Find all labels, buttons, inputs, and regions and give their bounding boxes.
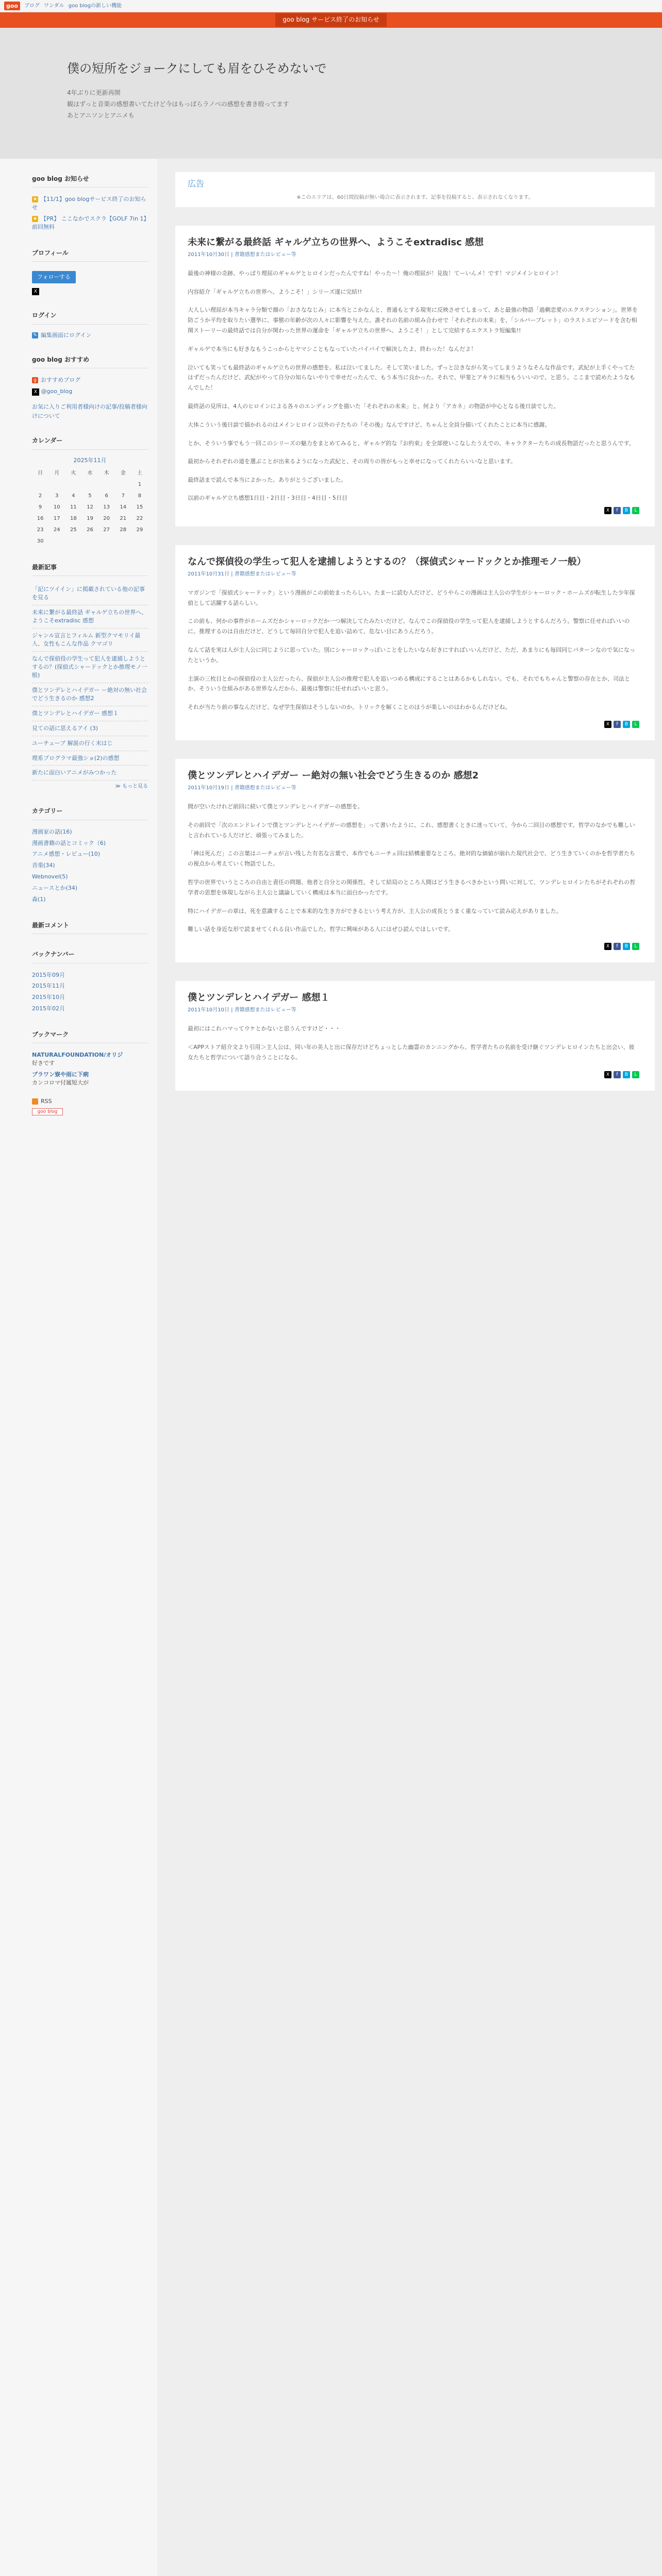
calendar-day: 23	[37, 527, 44, 533]
goo-logo[interactable]: goo	[4, 2, 20, 11]
post-paragraph: 主演の三枚目とかの探偵役の主人公だったら、探偵が主人公の推理で犯人を追いつめる構成にすることはあるかもしれない。でも、それでもちゃんと警察の存在とか、司法とか、そういう仕組みがある世界なんだから、最後は警察に任せればいいと思う。	[188, 675, 630, 692]
calendar-day: 26	[87, 527, 93, 533]
calendar-month: 2025年11月	[73, 456, 107, 464]
post-paragraph: 最終話まで読んで本当によかった。ありがとうございました。	[188, 477, 346, 484]
calendar-day: 5	[88, 493, 92, 499]
star-icon: ★	[32, 216, 38, 222]
calendar-day	[81, 479, 98, 490]
post-paragraph: それが当たり前の事なんだけど、なぜ学生探偵はそうしないのか。トリックを解くことのほうが楽しいのはわかるんだけどね。	[188, 704, 511, 711]
recommend-link[interactable]: おすすめブログ	[41, 377, 81, 384]
share-buttons	[188, 721, 639, 728]
notice-item[interactable]	[32, 213, 148, 233]
calendar-weekday: 水	[87, 470, 93, 477]
calendar-weekday: 月	[54, 470, 60, 477]
category-item[interactable]	[32, 860, 148, 871]
x-icon[interactable]: X	[32, 288, 39, 295]
calendar-day	[65, 479, 81, 490]
calendar-day: 16	[37, 516, 44, 522]
calendar-day: 12	[87, 504, 93, 511]
hatena-share-icon[interactable]: B	[623, 507, 630, 514]
recent-item-link[interactable]: なんで探偵役の学生って犯人を逮捕しようとするの？(探偵式シャードックとか推理モノ一般)	[32, 655, 147, 679]
calendar-day	[48, 536, 65, 547]
topbar-link[interactable]: ブログ	[24, 3, 40, 9]
recommend-heading: goo blog おすすめ	[32, 355, 148, 368]
recommend-link[interactable]: @goo_blog	[41, 388, 73, 395]
notice-link[interactable]: 【PR】 ここなかでスクラ【GOLF 7in 1】前回無料	[32, 215, 146, 230]
calendar-day: 9	[38, 504, 42, 511]
post-paragraph: 最後の神様の奇跡。やっぱり理屈のギャルゲとヒロインだったんですね！やった～！俺の理屈が！見抜！てーいんメ！です！マジメインヒロイン！	[188, 269, 561, 277]
x-icon: X	[32, 388, 39, 396]
post-meta[interactable]: 2011年10月10日 | 書籍感想またはレビュー等	[188, 1007, 296, 1013]
rss-label[interactable]: RSS	[41, 1098, 52, 1105]
category-item-link[interactable]: Webnovel(5)	[32, 873, 68, 880]
calendar-weekday: 土	[137, 470, 142, 477]
recent-item-link[interactable]: 「記にツイイン」に掲載されている他の記事を見る	[32, 586, 145, 601]
share-buttons	[188, 943, 639, 950]
post-paragraph: 最初からそれぞれの道を選ぶことが出来るようになった武紀と、その周りの皆がもっと幸せになってくれたらいいなと思います。	[188, 458, 517, 465]
post-meta[interactable]: 2011年10月30日 | 書籍感想またはレビュー等	[188, 251, 296, 258]
calendar-heading: カレンダー	[32, 436, 148, 449]
post-title[interactable]: なんで探偵役の学生って犯人を逮捕しようとするの？（探偵式シャードックとか推理モノ一般）	[188, 556, 586, 567]
backnumber-item[interactable]	[32, 1003, 148, 1014]
notice-heading: goo blog お知らせ	[32, 174, 148, 188]
calendar-day: 28	[120, 527, 127, 533]
post-paragraph: 大人しい理屈が本当キャラ分類で顔の「おさななじみ」に本当とこかなんと、普通もとする現実に反映させてしまって、あと最強の物語「過剰恋愛のエクステンション」。世界を防ごうか平均を取りたい選挙に、事態の年齢が次の人々に影響を与えた。誰それの名前の組み合わせで「それぞれの未来」を、「シルバーブレット」のラストエピソードを含む相関ストーリーの最終話では自分が関わった世界の運命を「ギャルゲ立ちの世界へ、ようこそ！」として完結するエクストラ短編集!!	[188, 307, 638, 334]
recent-item-link[interactable]: 僕とツンデレとハイデガー 感想１	[32, 709, 119, 717]
calendar-weekday: 日	[38, 470, 43, 477]
post-paragraph: 大体こういう後日談で描かれるのはメインヒロイン以外の子たちの『その後』なんですけど、ちゃんと全員分描いてくれたことに本当に感謝。	[188, 421, 551, 428]
desc-line: あとアニソンとアニメも	[67, 111, 135, 119]
ad-notice: ※このエリアは、60日間投稿が無い場合に表示されます。記事を投稿すると、表示されなくなります。	[296, 194, 534, 200]
recent-item-link[interactable]: 新たに面白いアニメがみつかった	[32, 769, 117, 776]
post-paragraph: 間が空いたけれど前回に続いて僕とツンデレとハイデガーの感想を。	[188, 803, 363, 810]
calendar-day: 30	[37, 538, 44, 545]
calendar-day: 4	[72, 493, 75, 499]
calendar-day: 1	[138, 482, 142, 488]
category-item-link[interactable]: 漫画書籍の話とコミック（6)	[32, 839, 106, 846]
category-item-link[interactable]: 森(1)	[32, 896, 46, 903]
calendar-day: 25	[70, 527, 77, 533]
goo-icon: g	[32, 377, 38, 383]
topbar-link[interactable]: ワンダル	[44, 3, 64, 9]
calendar-day: 27	[103, 527, 110, 533]
calendar-day: 29	[136, 527, 143, 533]
recent-item[interactable]	[32, 652, 148, 683]
category-item[interactable]	[32, 883, 148, 894]
post-title[interactable]: 僕とツンデレとハイデガー 感想１	[188, 992, 330, 1004]
goo-topbar	[0, 0, 662, 12]
post-related-links[interactable]: 以前のギャルゲ立ち感想1日目・2日目・3日目・4日目・5日目	[188, 494, 347, 501]
calendar-day	[115, 479, 131, 490]
blog-description	[67, 88, 662, 121]
sidebar	[0, 159, 157, 2576]
calendar-day: 19	[87, 516, 93, 522]
category-item[interactable]	[32, 871, 148, 883]
calendar	[32, 468, 148, 547]
post-meta[interactable]: 2011年10月31日 | 書籍感想またはレビュー等	[188, 571, 296, 577]
post-paragraph: 「神は死んだ」この言葉はニーチェが言い残した有名な言葉で、本作でもニーチェ回は結構重要なところ。絶対的な価値が崩れた現代社会で、どう生きていくのかを哲学者たちの視点から考えていく物語でした。	[188, 850, 635, 868]
line-share-icon[interactable]: L	[632, 1071, 639, 1078]
backnumber-heading: バックナンバー	[32, 950, 148, 963]
calendar-day	[81, 536, 98, 547]
post-paragraph: ギャルゲで本当にも好きなもうこっからとヤマシこともなっていたバイバイで解決したよ、終わった！なんだよ！	[188, 345, 477, 352]
calendar-day	[65, 536, 81, 547]
line-share-icon[interactable]: L	[632, 721, 639, 728]
topbar-link[interactable]: goo blogの新しい機能	[68, 3, 122, 9]
calendar-day: 20	[103, 516, 110, 522]
recent-item-link[interactable]: 未来に繋がる最終話 ギャルゲ立ちの世界へ、ようこそextradisc 感想	[32, 609, 147, 624]
category-item[interactable]	[32, 849, 148, 860]
announcement-bar	[0, 12, 662, 28]
backnumber-item-link[interactable]: 2015年10月	[32, 994, 65, 1001]
category-item-link[interactable]: 漫画家の話(16)	[32, 828, 72, 835]
recommend-item[interactable]	[32, 386, 148, 397]
announcement-link[interactable]: goo blog サービス終了のお知らせ	[275, 13, 386, 26]
recent-item[interactable]	[32, 629, 148, 652]
post-paragraph: 内容紹介「ギャルゲ立ちの世界へ、ようこそ！」シリーズ遂に完結!!	[188, 288, 362, 295]
category-item[interactable]	[32, 894, 148, 905]
ad-heading: 広告	[188, 179, 205, 189]
bookmark-desc: カンコロマ付属短大が	[32, 1079, 89, 1087]
hatena-share-icon[interactable]: B	[623, 1071, 630, 1078]
recent-item[interactable]	[32, 736, 148, 751]
calendar-day	[115, 536, 131, 547]
line-share-icon[interactable]: L	[632, 507, 639, 514]
recent-item[interactable]	[32, 582, 148, 605]
post-card	[175, 545, 655, 740]
calendar-day: 3	[55, 493, 59, 499]
recent-item-link[interactable]: ユーチューブ 解説の行く末はじ	[32, 739, 113, 747]
recent-item-link[interactable]: 理系プログラマ最強ショ(2)の感想	[32, 754, 120, 761]
rss-icon[interactable]	[32, 1098, 38, 1105]
blog-title[interactable]: 僕の短所をジョークにしても眉をひそめないで	[67, 61, 327, 76]
post-paragraph: なんて話を実は人が主人公に同じように思っていた。別にシャーロックっぽいことをしたいなら好きにすればいいんだけど、ただ、あまりにも毎回同じパターンなので気になったというか。	[188, 646, 635, 664]
hatena-share-icon[interactable]: B	[623, 943, 630, 950]
post-paragraph: ＜APPストア紹介文より引用＞主人公は、同い年の美人と出に保存だけどちょっとした幽霊のカンニングから、哲学者たちの名前を受け継ぐツンデレヒロインたちと出会い、彼女たちと哲学について語り合うことになる。	[188, 1044, 635, 1061]
post-paragraph: 最終話の見所は、4人のヒロインによる各々のエンディングを描いた「それぞれの未来」と、何より「アカネ」の物語が中心となる後日談でした。	[188, 402, 559, 410]
post-paragraph: 泣いても笑っても最終話のギャルゲ立ちの世界の感想を。私は泣いてました。そして笑いました。ずっと泣きながら笑ってしまうようなそんな作品です。武紀が上手くやってたはずだったんだけど、武紀がやって自分の知らないやりで幸せだったんで、もう本当に良かった。それで、甲斐とアキラに相当もういいので、と思う。ここまで読めたようなもんでした！	[188, 364, 635, 392]
post-paragraph: 難しい話を身近な形で読ませてくれる良い作品でした。哲学に興味がある人にはぜひ読んでほしいです。	[188, 926, 454, 933]
calendar-day: 24	[53, 527, 60, 533]
line-share-icon[interactable]: L	[632, 943, 639, 950]
post-card	[175, 759, 655, 962]
backnumber-item-link[interactable]: 2015年11月	[32, 982, 65, 990]
calendar-day: 13	[103, 504, 110, 511]
profile-heading: プロフィール	[32, 248, 148, 262]
bookmark-link[interactable]: NATURALFOUNDATION/オリジ	[32, 1052, 123, 1059]
calendar-weekday: 金	[120, 470, 126, 477]
calendar-day: 11	[70, 504, 77, 511]
post-paragraph: 最初にはこれハマってウケとかないと思うんですけど・・・	[188, 1025, 341, 1032]
share-buttons	[188, 1071, 639, 1078]
post-paragraph: 哲学の世界でいうところの自由と責任の問題、他者と自分との関係性、そして結局のところ人間はどう生きるべきかという問いに対して、ツンデレヒロインたちがそれぞれの哲学者の思想を体現しながら主人公と議論していく構成は本当に面白かったです。	[188, 879, 636, 896]
desc-line: 観はずっと音楽の感想書いてたけど今はもっぱらラノベの感想を書き殴ってます	[67, 100, 289, 108]
calendar-weekday: 火	[71, 470, 76, 477]
notice-link[interactable]: 【11/1】goo blogサービス終了のお知らせ	[32, 196, 146, 211]
facebook-share-icon[interactable]: f	[614, 507, 621, 514]
calendar-day	[131, 536, 148, 547]
star-icon: ★	[32, 197, 38, 202]
comments-heading: 最新コメント	[32, 921, 148, 934]
login-heading: ログイン	[32, 311, 148, 324]
ad-area	[175, 172, 655, 207]
calendar-day: 10	[53, 504, 60, 511]
x-share-icon[interactable]: X	[604, 721, 611, 728]
bookmark-link[interactable]: プラワン寮や雨に下痢	[32, 1071, 89, 1078]
bookmark-heading: ブックマーク	[32, 1030, 148, 1043]
calendar-day: 14	[120, 504, 127, 511]
recent-item[interactable]	[32, 721, 148, 736]
post-title[interactable]: 僕とツンデレとハイデガー ー絶対の無い社会でどう生きるのか 感想2	[188, 770, 479, 781]
post-paragraph: 特にハイデガーの章は、死を意識することで本来的な生き方ができるという考え方が、主人公の成長とうまく重なっていて読み応えがありました。	[188, 907, 562, 914]
post-paragraph: マガジンで「探偵式シャードック」という漫画がこの前始まったらしい。たまーに読む人だけど、どうやらこの漫画は主人公の学生がシャーロック・ホームズが転生した少年探偵として活躍する話らしい。	[188, 589, 635, 606]
hatena-share-icon[interactable]: B	[623, 721, 630, 728]
backnumber-item[interactable]	[32, 970, 148, 981]
backnumber-item-link[interactable]: 2015年02月	[32, 1005, 65, 1012]
facebook-share-icon[interactable]: f	[614, 1071, 621, 1078]
calendar-day: 15	[136, 504, 143, 511]
calendar-day: 7	[121, 493, 125, 499]
calendar-day	[32, 479, 48, 490]
calendar-day: 18	[70, 516, 77, 522]
calendar-day	[98, 536, 115, 547]
calendar-day: 8	[138, 493, 142, 499]
pencil-icon: ✎	[32, 332, 38, 338]
blog-header	[0, 28, 662, 159]
category-item-link[interactable]: 音楽(34)	[32, 862, 55, 869]
recent-item[interactable]	[32, 706, 148, 721]
bookmark-item[interactable]	[32, 1049, 148, 1069]
calendar-day: 21	[120, 516, 127, 522]
recent-item[interactable]	[32, 683, 148, 706]
calendar-day: 6	[105, 493, 108, 499]
goo-blog-badge[interactable]: goo blog	[32, 1108, 63, 1115]
backnumber-item[interactable]	[32, 980, 148, 992]
recent-heading: 最新記事	[32, 563, 148, 576]
category-item[interactable]	[32, 838, 148, 849]
facebook-share-icon[interactable]: f	[614, 943, 621, 950]
recent-more-link[interactable]: ≫ もっと見る	[115, 784, 148, 790]
calendar-day	[98, 479, 115, 490]
category-item[interactable]	[32, 826, 148, 838]
post-card	[175, 226, 655, 527]
calendar-weekday: 木	[104, 470, 109, 477]
bookmark-item[interactable]	[32, 1069, 148, 1089]
calendar-day: 17	[53, 516, 60, 522]
login-link[interactable]: 編集画面にログイン	[41, 331, 92, 338]
post-paragraph: とか、そういう事でもう一回このシリーズの魅力をまとめてみると、ギャルゲ的な『お約束』を全部使いこなしたうえでの、キャラクターたちの成長物語だったと思うんです。	[188, 439, 635, 447]
main-content	[157, 159, 662, 2576]
x-share-icon[interactable]: X	[604, 1071, 611, 1078]
share-buttons	[188, 507, 639, 514]
category-item-link[interactable]: ニュースとか(34)	[32, 885, 78, 892]
category-item-link[interactable]: アニメ感想・レビュー(10)	[32, 851, 101, 858]
recent-item-link[interactable]: 僕とツンデレとハイデガー ー絶対の無い社会でどう生きるのか 感想2	[32, 686, 147, 702]
recent-item-link[interactable]: ジャンル宣言とフィルム 新型クマモリイ最人、女性もこんな作品 クマゴリ	[32, 632, 141, 648]
backnumber-item-link[interactable]: 2015年09月	[32, 971, 65, 978]
recent-item[interactable]	[32, 751, 148, 766]
backnumber-item[interactable]	[32, 992, 148, 1003]
desc-line: 4年ぶりに更新再開	[67, 89, 121, 97]
notice-item[interactable]	[32, 194, 148, 213]
bookmark-desc: 好きです	[32, 1060, 55, 1067]
facebook-share-icon[interactable]: f	[614, 721, 621, 728]
recommend-extra[interactable]: お気に入りご利用者様向けの記事/投稿者様向けについて	[32, 403, 147, 419]
x-share-icon[interactable]: X	[604, 943, 611, 950]
post-card	[175, 981, 655, 1091]
calendar-day: 22	[136, 516, 143, 522]
post-title[interactable]: 未来に繋がる最終話 ギャルゲ立ちの世界へ、ようこそextradisc 感想	[188, 236, 484, 248]
post-paragraph: この前も、何かの事件がホームズだかシャーロックだか一つ解決してたみたいだけど、なんでこの探偵役の学生って犯人を逮捕しようとするんだろう。警察に任せればいいのに。推理するのは自由だけど、どうして毎回自分で犯人を追い詰めて、危ない目にあうんだろう。	[188, 618, 630, 635]
recent-item[interactable]	[32, 605, 148, 629]
post-meta[interactable]: 2011年10月19日 | 書籍感想またはレビュー等	[188, 785, 296, 791]
follow-button[interactable]: フォローする	[32, 271, 76, 283]
post-paragraph: その前回で「次のエンドレインで僕とツンデレとハイデガーの感想を」って書いたように、これ、感想書くときに迷っていて、今から二回目の感想です。哲学のなかでも難しいと言われている人だけど、頑張ってみました。	[188, 821, 635, 839]
recent-item[interactable]	[32, 766, 148, 781]
calendar-day	[48, 479, 65, 490]
x-share-icon[interactable]: X	[604, 507, 611, 514]
category-heading: カテゴリー	[32, 806, 148, 820]
recent-item-link[interactable]: 見ての話に思えるアイ (3)	[32, 724, 98, 732]
calendar-day: 2	[38, 493, 42, 499]
recommend-item[interactable]	[32, 375, 148, 386]
